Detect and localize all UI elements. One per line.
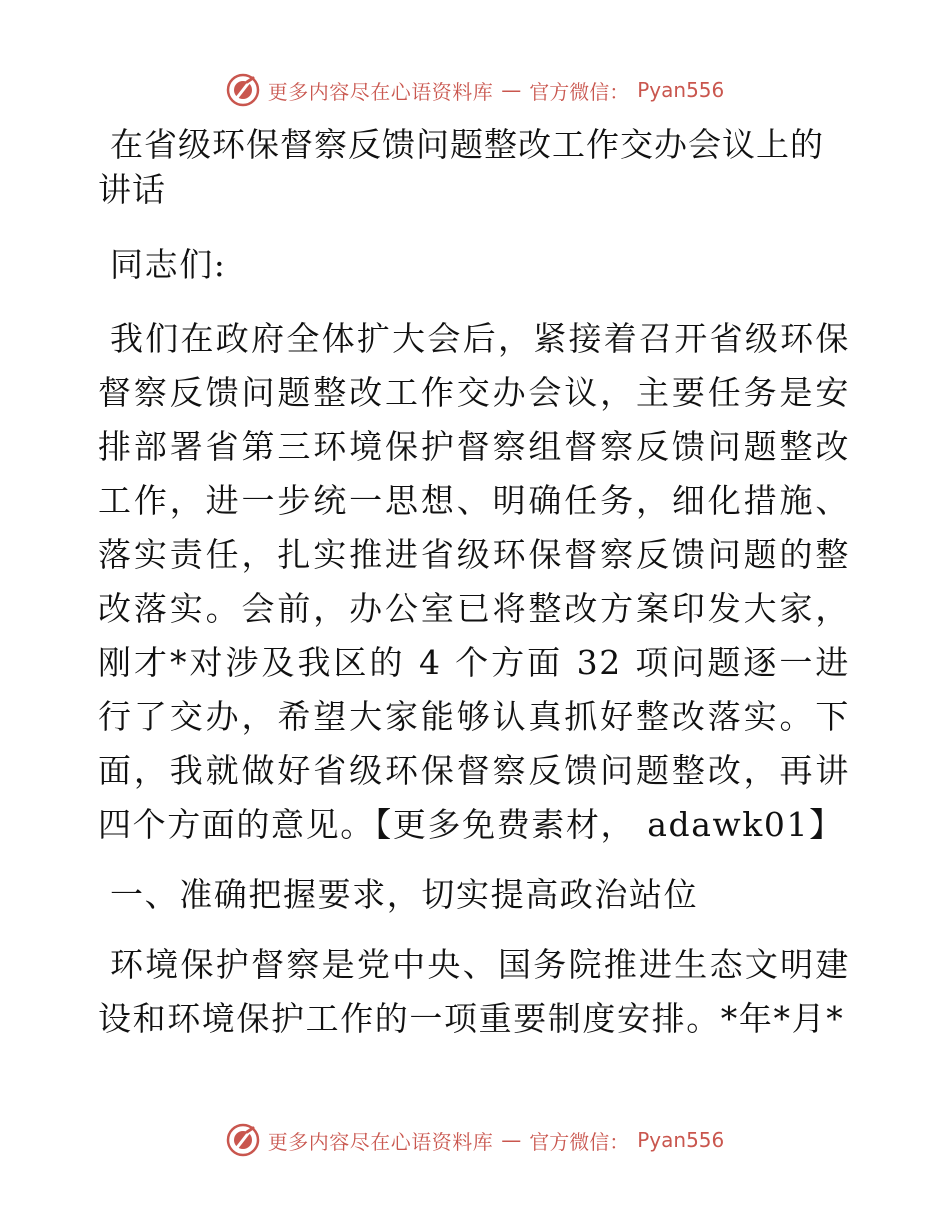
document-body bbox=[98, 122, 850, 1046]
library-logo-icon bbox=[226, 73, 260, 107]
section-heading-1: 一、准确把握要求，切实提高政治站位 bbox=[110, 875, 699, 914]
watermark-dash: — bbox=[501, 78, 522, 102]
watermark-wechat-id: Pyan556 bbox=[637, 78, 725, 102]
paragraph-1: 我们在政府全体扩大会后，紧接着召开省级环保督察反馈问题整改工作交办会议，主要任务是安排部署省第三环境保护督察组督察反馈问题整改工作，进一步统一思想、明确任务，细化措施、落实责任，扎实推进省级环保督察反馈问题的整改落实。会前，办公室已将整改方案印发大家，刚才*对涉及我区的 4 个方面 32 项问题逐一进行了交办，希望大家能够认真抓好整改落实。下面，我就做好省级环保督察反馈问题整改，再讲四个方面的意见。【更多免费素材， adawk01】 bbox=[98, 319, 850, 844]
watermark-wechat-id: Pyan556 bbox=[637, 1128, 725, 1152]
watermark-text: 更多内容尽在心语资料库 bbox=[267, 79, 494, 104]
watermark-text: 更多内容尽在心语资料库 bbox=[267, 1129, 494, 1154]
watermark-footer bbox=[0, 1120, 950, 1160]
watermark-wechat-label: 官方微信： bbox=[529, 79, 630, 104]
library-logo-icon bbox=[226, 1123, 260, 1157]
salutation: 同志们: bbox=[110, 245, 227, 284]
watermark-dash: — bbox=[501, 1128, 522, 1152]
watermark-header bbox=[0, 70, 950, 110]
watermark-wechat-label: 官方微信： bbox=[529, 1129, 630, 1154]
document-title: 在省级环保督察反馈问题整改工作交办会议上的讲话 bbox=[98, 125, 824, 209]
paragraph-2: 环境保护督察是党中央、国务院推进生态文明建设和环境保护工作的一项重要制度安排。*年*月* bbox=[98, 945, 850, 1038]
